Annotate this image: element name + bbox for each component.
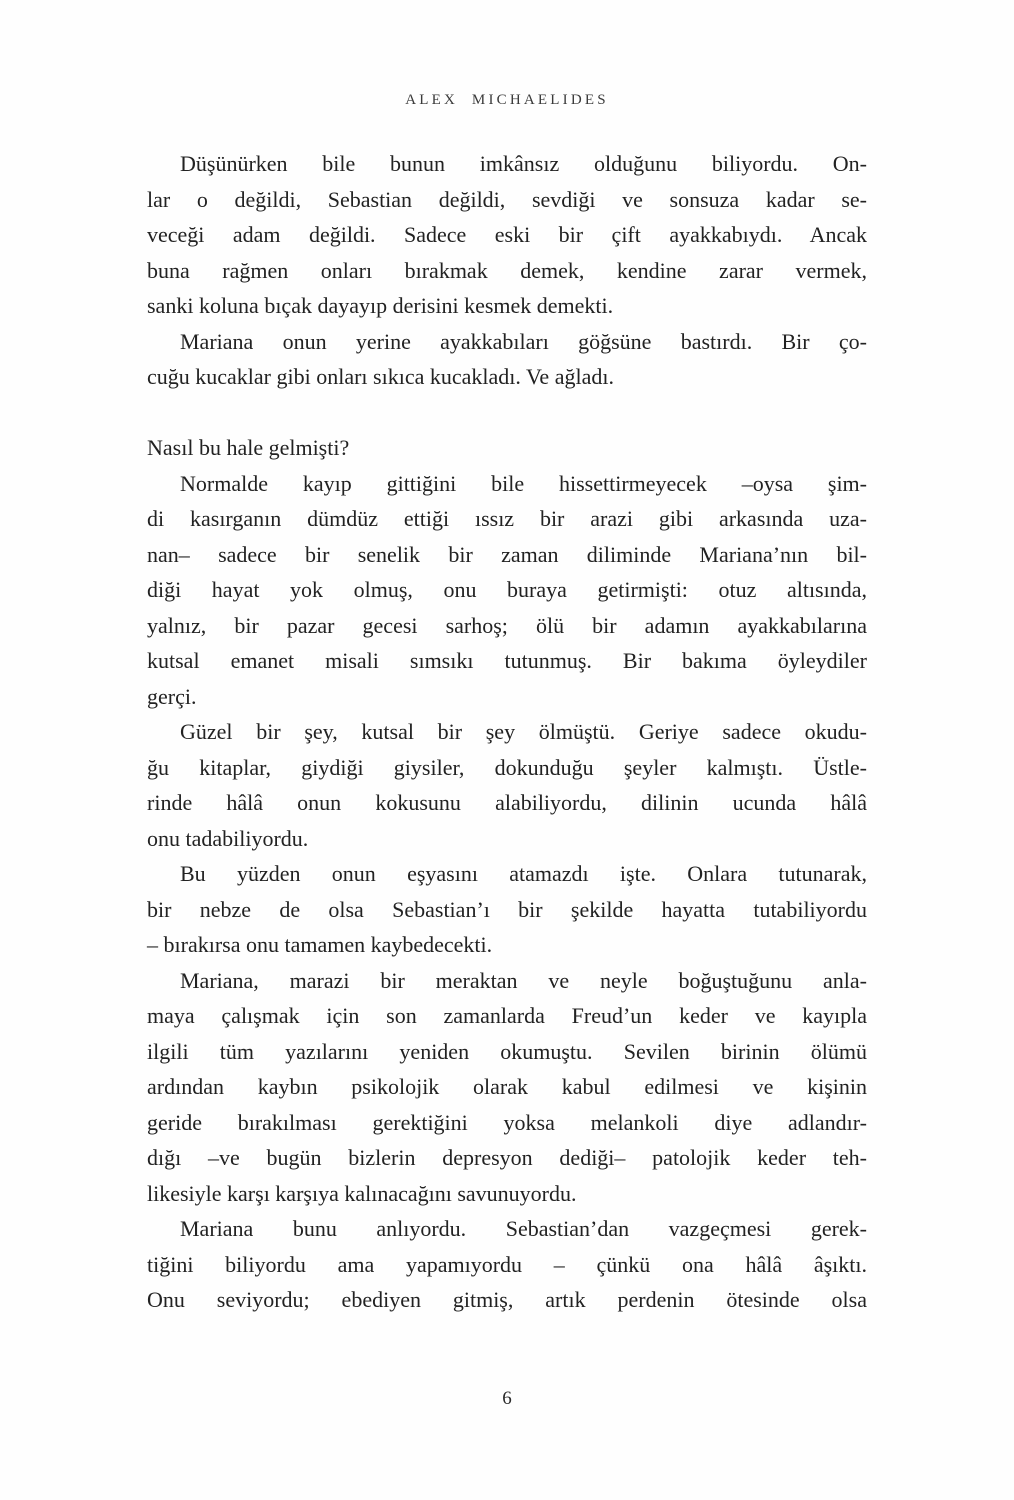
page-number: 6 bbox=[502, 1388, 512, 1409]
text-line: nan– sadece bir senelik bir zaman diliminde Mariana’nın bil- bbox=[147, 541, 867, 567]
text-line: diği hayat yok olmuş, onu buraya getirmişti: otuz altısında, bbox=[147, 577, 867, 602]
text-line: Mariana bunu anlıyordu. Sebastian’dan vazgeçmesi gerek- bbox=[180, 1216, 867, 1241]
text-line: Mariana onun yerine ayakkabıları göğsüne bastırdı. Bir ço- bbox=[180, 328, 867, 354]
body-text bbox=[147, 146, 867, 1318]
text-line: Onu seviyordu; ebediyen gitmiş, artık perdenin ötesinde olsa bbox=[147, 1287, 867, 1312]
text-line: Bu yüzden onun eşyasını atamazdı işte. Onlara tutunarak, bbox=[180, 861, 867, 886]
text-line: di kasırganın dümdüz ettiği ıssız bir arazi gibi arkasında uza- bbox=[147, 506, 867, 531]
text-line: onu tadabiliyordu. bbox=[147, 825, 309, 851]
text-line: Nasıl bu hale gelmişti? bbox=[147, 435, 350, 460]
text-line: veceği adam değildi. Sadece eski bir çift ayakkabıydı. Ancak bbox=[147, 222, 867, 247]
paragraph bbox=[147, 324, 867, 395]
text-line: likesiyle karşı karşıya kalınacağını savunuyordu. bbox=[147, 1180, 577, 1206]
running-header: ALEX MICHAELIDES bbox=[405, 92, 609, 108]
text-line: tiğini biliyordu ama yapamıyordu – çünkü ona hâlâ âşıktı. bbox=[147, 1251, 867, 1277]
text-line: – bırakırsa onu tamamen kaybedecekti. bbox=[147, 932, 493, 957]
paragraph bbox=[147, 963, 867, 1212]
text-line: yalnız, bir pazar gecesi sarhoş; ölü bir adamın ayakkabılarına bbox=[147, 612, 867, 638]
text-line: rinde hâlâ onun kokusunu alabiliyordu, dilinin ucunda hâlâ bbox=[147, 790, 867, 815]
text-line: ardından kaybın psikolojik olarak kabul edilmesi ve kişinin bbox=[147, 1074, 867, 1099]
paragraph bbox=[147, 714, 867, 856]
paragraph bbox=[147, 1211, 867, 1318]
text-line: Düşünürken bile bunun imkânsız olduğunu biliyordu. On- bbox=[180, 151, 867, 176]
text-line: Normalde kayıp gittiğini bile hissettirmeyecek –oysa şim- bbox=[180, 470, 867, 496]
text-line: cuğu kucaklar gibi onları sıkıca kucakladı. Ve ağladı. bbox=[147, 364, 614, 389]
paragraph bbox=[147, 466, 867, 715]
paragraph bbox=[147, 430, 867, 466]
text-line: lar o değildi, Sebastian değildi, sevdiği ve sonsuza kadar se- bbox=[147, 186, 867, 212]
text-line: kutsal emanet misali sımsıkı tutunmuş. Bir bakıma öyleydiler bbox=[147, 648, 867, 673]
text-line: ğu kitaplar, giydiği giysiler, dokunduğu şeyler kalmıştı. Üstle- bbox=[147, 754, 867, 780]
text-line: sanki koluna bıçak dayayıp derisini kesmek demekti. bbox=[147, 293, 614, 318]
text-line: gerçi. bbox=[147, 683, 197, 709]
text-line: Güzel bir şey, kutsal bir şey ölmüştü. Geriye sadece okudu- bbox=[180, 719, 867, 744]
text-line: ilgili tüm yazılarını yeniden okumuştu. Sevilen birinin ölümü bbox=[147, 1038, 867, 1064]
text-line: Mariana, marazi bir meraktan ve neyle boğuştuğunu anla- bbox=[180, 967, 867, 993]
text-line: dığı –ve bugün bizlerin depresyon dediği– patolojik keder teh- bbox=[147, 1145, 867, 1170]
paragraph bbox=[147, 146, 867, 324]
paragraph bbox=[147, 856, 867, 963]
text-line: maya çalışmak için son zamanlarda Freud’un keder ve kayıpla bbox=[147, 1003, 867, 1028]
text-line: geride bırakılması gerektiğini yoksa melankoli diye adlandır- bbox=[147, 1109, 867, 1135]
text-line: bir nebze de olsa Sebastian’ı bir şekilde hayatta tutabiliyordu bbox=[147, 896, 867, 922]
text-line: buna rağmen onları bırakmak demek, kendine zarar vermek, bbox=[147, 257, 867, 283]
